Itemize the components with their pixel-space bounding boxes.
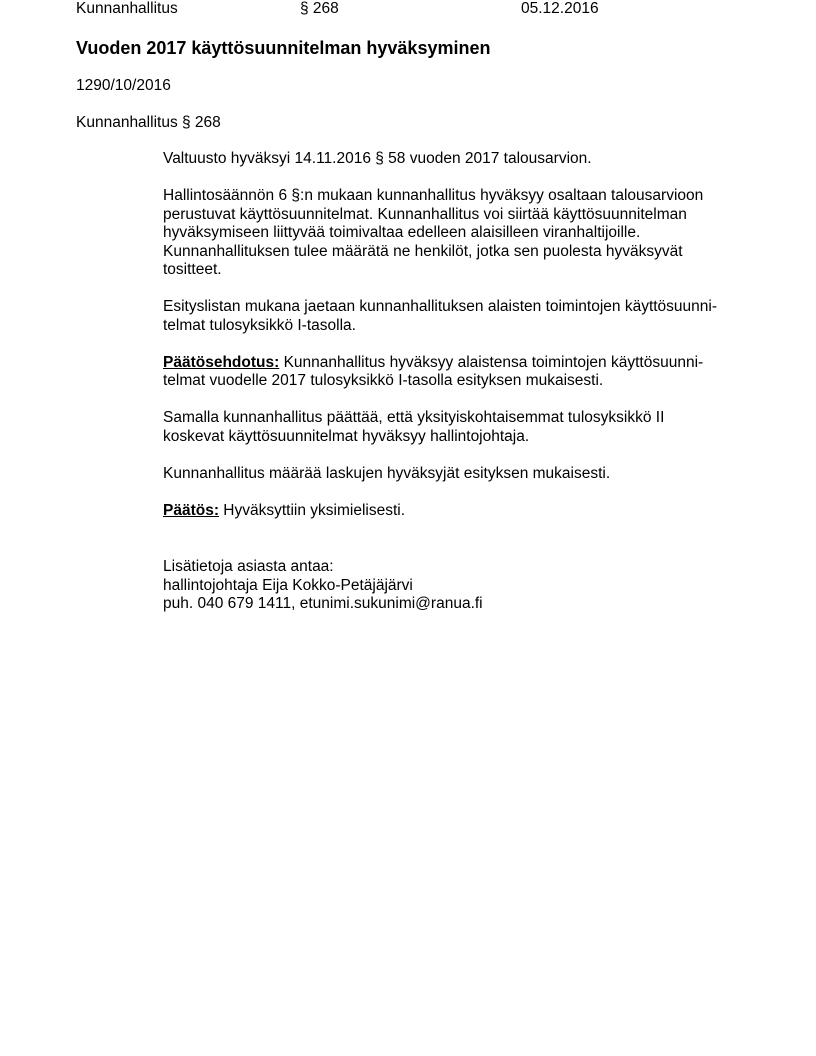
decision-label: Päätös: [163, 501, 219, 519]
header-section-number: § 268 [300, 0, 339, 17]
decision-text: Hyväksyttiin yksimielisesti. [219, 501, 406, 519]
document-header [76, 0, 776, 18]
paragraph-agenda-attachment: Esityslistan mukana jaetaan kunnanhallituksen alaisten toimintojen käyttösuunni- telmat tulosyksikkö I-tasolla. [163, 298, 718, 334]
proposal-label: Päätösehdotus: [163, 353, 280, 371]
diary-number: 1290/10/2016 [76, 77, 171, 94]
paragraph-budget-approval: Valtuusto hyväksyi 14.11.2016 § 58 vuoden 2017 talousarvion. [163, 150, 592, 167]
header-date: 05.12.2016 [521, 0, 599, 17]
paragraph-proposal [163, 354, 763, 391]
paragraph-detailed-plans: Samalla kunnanhallitus päättää, että yksityiskohtaisemmat tulosyksikkö II koskevat käyttösuunnitelmat hyväksyy hallintojohtaja. [163, 409, 665, 445]
meeting-reference: Kunnanhallitus § 268 [76, 114, 221, 131]
header-body-name: Kunnanhallitus [76, 0, 178, 17]
paragraph-administrative-rules: Hallintosäännön 6 §:n mukaan kunnanhallitus hyväksyy osaltaan talousarvioon perustuvat käyttösuunnitelmat. Kunnanhallitus voi siirtää käyttösuunnitelman hyväksymiseen liittyvää toimivaltaa edelleen alaisilleen viranhaltijoille. Kunnanhallituksen tulee määrätä ne henkilöt, jotka sen puolesta hyväksyvät tositteet. [163, 187, 704, 278]
document-title: Vuoden 2017 käyttösuunnitelman hyväksyminen [76, 38, 491, 58]
proposal-text: Kunnanhallitus hyväksyy alaistensa toimintojen käyttösuunni- telmat vuodelle 2017 tulosyksikkö I-tasolla esityksen mukaisesti. [163, 353, 704, 389]
contact-intro: Lisätietoja asiasta antaa: [163, 558, 334, 575]
paragraph-decision [163, 502, 763, 521]
contact-details: puh. 040 679 1411, etunimi.sukunimi@ranua.fi [163, 595, 483, 612]
document-body [163, 150, 763, 520]
contact-person: hallintojohtaja Eija Kokko-Petäjäjärvi [163, 576, 413, 594]
contact-info [163, 558, 483, 614]
paragraph-invoice-approvers: Kunnanhallitus määrää laskujen hyväksyjät esityksen mukaisesti. [163, 464, 611, 482]
